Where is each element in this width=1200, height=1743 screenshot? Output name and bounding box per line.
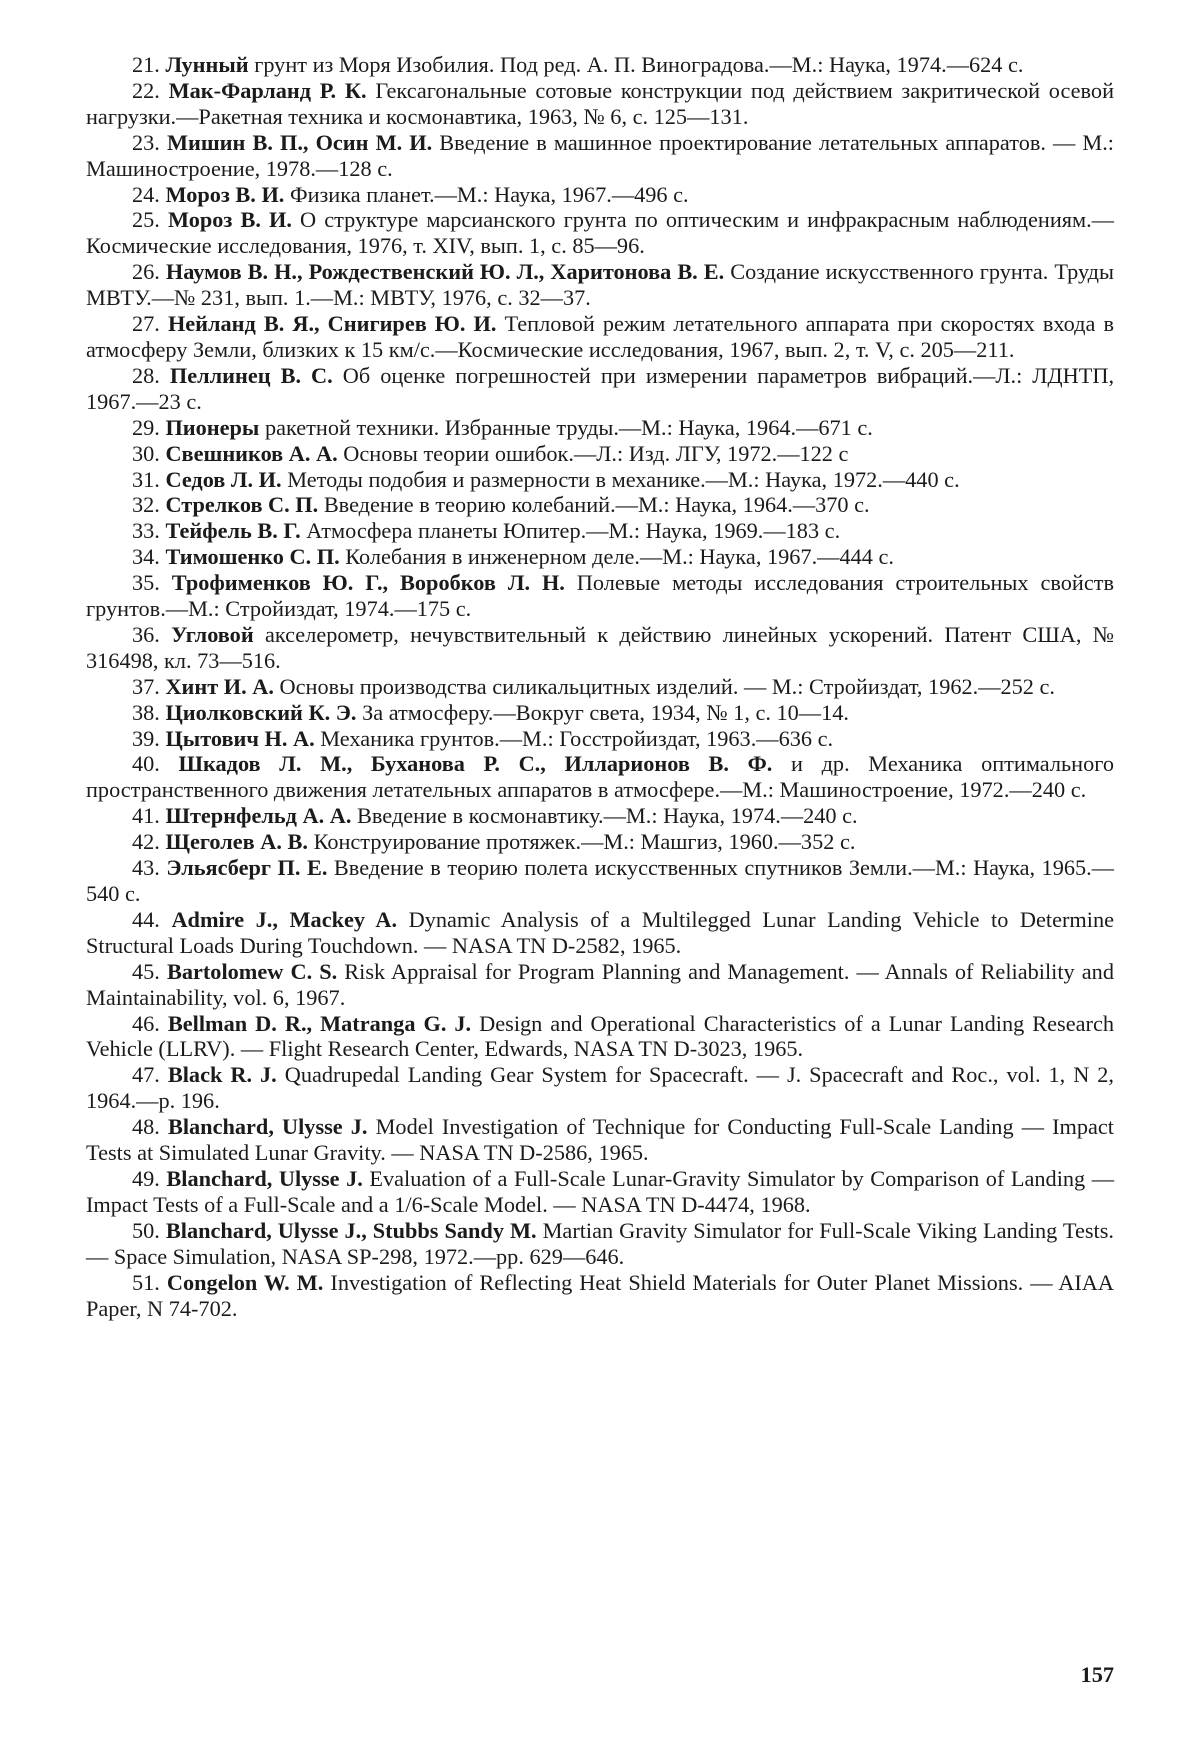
- reference-number: 49.: [132, 1165, 160, 1191]
- reference-authors: Хинт И. А.: [165, 673, 274, 699]
- reference-entry: [86, 907, 1114, 959]
- reference-authors: Трофименков Ю. Г., Воробков Л. Н.: [171, 570, 565, 596]
- reference-authors: Пеллинец В. С.: [169, 362, 333, 388]
- reference-authors: Blanchard, Ulysse J.: [166, 1165, 363, 1191]
- reference-entry: [86, 492, 1114, 518]
- reference-number: 23.: [132, 129, 160, 155]
- reference-text: Создание искусственного грунта. Труды МВТУ.—№ 231, вып. 1.—М.: МВТУ, 1976, с. 32—37.: [86, 259, 1115, 311]
- reference-text: Введение в теорию полета искусственных спутников Земли.—М.: Наука, 1965.—540 с.: [86, 855, 1115, 906]
- reference-number: 46.: [132, 1010, 160, 1036]
- reference-entry: [86, 544, 1114, 570]
- reference-entry: [86, 1270, 1114, 1322]
- reference-authors: Admire J., Mackey A.: [171, 906, 398, 932]
- reference-number: 39.: [132, 725, 160, 751]
- reference-authors: Угловой: [171, 621, 254, 647]
- reference-text: Основы производства силикальцитных изделий. — М.: Стройиздат, 1962.—252 с.: [279, 673, 1056, 699]
- reference-number: 28.: [132, 362, 160, 388]
- reference-entry: [86, 441, 1114, 467]
- reference-authors: Тимошенко С. П.: [165, 544, 340, 570]
- reference-text: Гексагональные сотовые конструкции под действием закритической осевой нагрузки.—Ракетная техника и космонавтика, 1963, № 6, с. 125—131.: [86, 77, 1115, 129]
- reference-entry: [86, 570, 1114, 622]
- reference-entry: [86, 1114, 1114, 1166]
- page-number: 157: [1080, 1662, 1114, 1687]
- reference-number: 35.: [132, 570, 160, 596]
- reference-authors: Свешников А. А.: [165, 440, 338, 466]
- reference-authors: Седов Л. И.: [165, 466, 282, 492]
- reference-number: 44.: [132, 906, 160, 932]
- reference-text: Введение в теорию колебаний.—М.: Наука, 1964.—370 с.: [323, 492, 870, 518]
- reference-number: 50.: [132, 1217, 160, 1243]
- reference-text: Design and Operational Characteristics of a Lunar Landing Research Vehicle (LLRV). — Flight Research Center, Edwards, NASA TN D-3023, 1965.: [86, 1010, 1114, 1062]
- reference-text: О структуре марсианского грунта по оптическим и инфракрасным наблюдениям.—Космические исследования, 1976, т. XIV, вып. 1, с. 85—96.: [86, 207, 1115, 259]
- reference-number: 27.: [132, 311, 160, 337]
- reference-authors: Наумов В. Н., Рождественский Ю. Л., Харитонова В. Е.: [165, 259, 725, 285]
- reference-entry: [86, 726, 1114, 752]
- reference-entry: [86, 803, 1114, 829]
- reference-text: Механика грунтов.—М.: Госстройиздат, 1963.—636 с.: [320, 725, 834, 751]
- reference-entry: [86, 700, 1114, 726]
- reference-text: Колебания в инженерном деле.—М.: Наука, 1967.—444 с.: [345, 544, 894, 570]
- reference-text: За атмосферу.—Вокруг света, 1934, № 1, с. 10—14.: [362, 699, 849, 725]
- reference-text: Model Investigation of Technique for Conducting Full-Scale Landing — Impact Tests at Simulated Lunar Gravity. — NASA TN D-2586, 1965.: [86, 1114, 1114, 1166]
- reference-authors: Эльясберг П. Е.: [166, 855, 328, 881]
- reference-number: 24.: [132, 181, 160, 207]
- reference-entry: [86, 78, 1114, 130]
- reference-text: Введение в машинное проектирование летательных аппаратов. — М.: Машиностроение, 1978.—128 с.: [86, 129, 1114, 181]
- reference-authors: Щеголев А. В.: [165, 829, 308, 855]
- reference-entry: [86, 1011, 1114, 1063]
- reference-authors: Цытович Н. А.: [165, 725, 315, 751]
- reference-number: 34.: [132, 544, 160, 570]
- reference-number: 38.: [132, 699, 160, 725]
- reference-authors: Bartolomew C. S.: [166, 958, 338, 984]
- reference-text: ракетной техники. Избранные труды.—М.: Наука, 1964.—671 с.: [264, 414, 873, 440]
- reference-number: 43.: [132, 855, 160, 881]
- reference-text: Quadrupedal Landing Gear System for Spacecraft. — J. Spacecraft and Roc., vol. 1, N 2, 1964.—p. 196.: [86, 1062, 1115, 1114]
- reference-number: 21.: [132, 52, 160, 77]
- reference-number: 33.: [132, 518, 160, 544]
- reference-entry: [86, 363, 1114, 415]
- reference-text: акселерометр, нечувствительный к действию линейных ускорений. Патент США, № 316498, кл. 73—516.: [86, 621, 1114, 673]
- reference-authors: Лунный: [165, 52, 249, 77]
- reference-entry: [86, 751, 1114, 803]
- reference-text: Методы подобия и размерности в механике.—М.: Наука, 1972.—440 с.: [287, 466, 960, 492]
- reference-entry: [86, 130, 1114, 182]
- reference-number: 29.: [132, 414, 160, 440]
- reference-text: Введение в космонавтику.—М.: Наука, 1974.—240 с.: [357, 803, 858, 829]
- reference-number: 25.: [132, 207, 160, 233]
- reference-text: Основы теории ошибок.—Л.: Изд. ЛГУ, 1972.—122 с: [343, 440, 849, 466]
- reference-authors: Мишин В. П., Осин М. И.: [166, 129, 433, 155]
- reference-number: 47.: [132, 1062, 160, 1088]
- reference-entry: [86, 959, 1114, 1011]
- reference-authors: Bellman D. R., Matranga G. J.: [167, 1010, 472, 1036]
- reference-text: Evaluation of a Full-Scale Lunar-Gravity Simulator by Comparison of Landing — Impact Tests of a Full-Scale and a 1/6-Scale Model. — NASA TN D-4474, 1968.: [86, 1165, 1115, 1217]
- reference-text: Полевые методы исследования строительных свойств грунтов.—М.: Стройиздат, 1974.—175 с.: [86, 570, 1115, 622]
- reference-number: 45.: [132, 958, 160, 984]
- reference-text: Тепловой режим летательного аппарата при скоростях входа в атмосферу Земли, близких к 15 км/с.—Космические исследования, 1967, вып. 2, т. V, с. 205—211.: [86, 311, 1114, 362]
- reference-authors: Мороз В. И.: [165, 181, 285, 207]
- reference-number: 26.: [132, 259, 160, 285]
- reference-authors: Шкадов Л. М., Буханова Р. С., Илларионов В. Ф.: [178, 751, 773, 777]
- reference-number: 36.: [132, 621, 160, 647]
- reference-entry: [86, 467, 1114, 493]
- reference-text: Risk Appraisal for Program Planning and Management. — Annals of Reliability and Maintainability, vol. 6, 1967.: [86, 958, 1114, 1010]
- reference-number: 41.: [132, 803, 160, 829]
- reference-text: Investigation of Reflecting Heat Shield Materials for Outer Planet Missions. — AIAA Paper, N 74-702.: [86, 1269, 1114, 1321]
- reference-text: Атмосфера планеты Юпитер.—М.: Наука, 1969.—183 с.: [306, 518, 841, 544]
- reference-authors: Нейланд В. Я., Снигирев Ю. И.: [167, 311, 497, 337]
- reference-entry: [86, 622, 1114, 674]
- reference-text: Об оценке погрешностей при измерении параметров вибраций.—Л.: ЛДНТП, 1967.—23 с.: [86, 362, 1115, 414]
- reference-entry: [86, 311, 1114, 363]
- reference-entry: [86, 259, 1114, 311]
- reference-text: грунт из Моря Изобилия. Под ред. А. П. Виноградова.—М.: Наука, 1974.—624 с.: [254, 52, 1024, 77]
- reference-text: Martian Gravity Simulator for Full-Scale Viking Landing Tests. — Space Simulation, NASA SP-298, 1972.—pp. 629—646.: [86, 1217, 1115, 1269]
- reference-authors: Black R. J.: [167, 1062, 277, 1088]
- reference-entry: [86, 1062, 1114, 1114]
- reference-text: Dynamic Analysis of a Multilegged Lunar Landing Vehicle to Determine Structural Loads During Touchdown. — NASA TN D-2582, 1965.: [86, 906, 1115, 958]
- reference-authors: Мороз В. И.: [167, 207, 292, 233]
- reference-authors: Congelon W. M.: [166, 1269, 324, 1295]
- reference-authors: Blanchard, Ulysse J., Stubbs Sandy M.: [165, 1217, 537, 1243]
- reference-number: 22.: [132, 77, 160, 103]
- reference-entry: [86, 674, 1114, 700]
- reference-authors: Тейфель В. Г.: [165, 518, 301, 544]
- reference-number: 31.: [132, 466, 160, 492]
- reference-number: 51.: [132, 1269, 160, 1295]
- reference-authors: Штернфельд А. А.: [165, 803, 352, 829]
- reference-authors: Пионеры: [165, 414, 260, 440]
- reference-entry: [86, 855, 1114, 907]
- reference-entry: [86, 207, 1114, 259]
- reference-number: 42.: [132, 829, 160, 855]
- reference-number: 32.: [132, 492, 160, 518]
- reference-authors: Стрелков С. П.: [165, 492, 319, 518]
- reference-entry: [86, 1166, 1114, 1218]
- reference-list: [86, 52, 1114, 1321]
- reference-entry: [86, 182, 1114, 208]
- reference-text: и др. Механика оптимального пространственного движения летательных аппаратов в атмосфере.—М.: Машиностроение, 1972.—240 с.: [86, 751, 1115, 803]
- reference-entry: [86, 415, 1114, 441]
- reference-authors: Мак-Фарланд Р. К.: [168, 77, 367, 103]
- reference-text: Конструирование протяжек.—М.: Машгиз, 1960.—352 с.: [313, 829, 856, 855]
- reference-entry: [86, 52, 1114, 78]
- reference-entry: [86, 518, 1114, 544]
- reference-entry: [86, 829, 1114, 855]
- reference-number: 48.: [132, 1114, 160, 1140]
- reference-text: Физика планет.—М.: Наука, 1967.—496 с.: [289, 181, 689, 207]
- reference-number: 30.: [132, 440, 160, 466]
- reference-entry: [86, 1218, 1114, 1270]
- reference-number: 40.: [132, 751, 160, 777]
- reference-authors: Циолковский К. Э.: [165, 699, 357, 725]
- reference-number: 37.: [132, 673, 160, 699]
- reference-authors: Blanchard, Ulysse J.: [167, 1114, 368, 1140]
